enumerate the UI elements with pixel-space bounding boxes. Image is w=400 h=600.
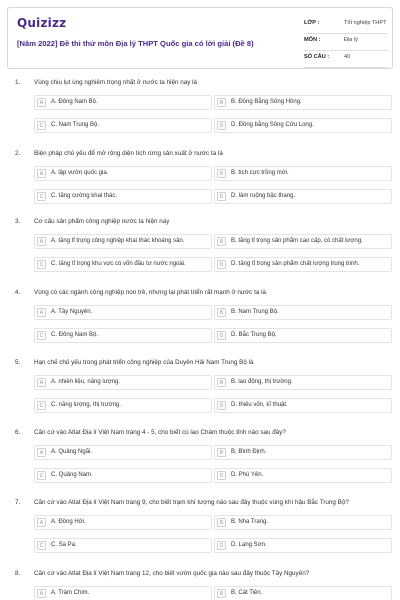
answer-option-a[interactable] xyxy=(34,445,212,460)
answer-option-c[interactable] xyxy=(34,328,212,343)
question-text: Căn cứ vào Atlat Địa lí Việt Nam trang 9, cho biết trạm khí tượng nào sau đây thuộc vùng khí hậu Bắc Trung Bộ? xyxy=(34,499,349,506)
answer-option-b[interactable] xyxy=(214,445,392,460)
option-letter-badge: A xyxy=(37,237,46,246)
option-text: A. Quảng Ngãi. xyxy=(51,449,93,455)
option-letter-badge: D xyxy=(217,471,226,480)
question-text: Vùng có các ngành công nghiệp non trẻ, nhưng lại phát triển rất mạnh ở nước ta là xyxy=(34,289,266,296)
meta-row-grade xyxy=(304,17,388,34)
option-letter-badge: D xyxy=(217,541,226,550)
meta-label: SỐ CÂU : xyxy=(304,54,330,60)
option-text: A. Tây Nguyên. xyxy=(51,309,93,315)
option-text: D. Lạng Sơn. xyxy=(231,542,267,548)
option-text: C. năng lượng, thị trường. xyxy=(51,402,121,408)
option-letter-badge: A xyxy=(37,518,46,527)
answer-option-c[interactable] xyxy=(34,538,212,553)
answer-option-b[interactable] xyxy=(214,234,392,249)
question-text: Hạn chế chủ yếu trong phát triển công nghiệp của Duyên Hải Nam Trung Bộ là xyxy=(34,359,254,366)
option-letter-badge: D xyxy=(217,192,226,201)
answer-option-c[interactable] xyxy=(34,189,212,204)
option-letter-badge: C xyxy=(37,541,46,550)
answer-option-d[interactable] xyxy=(214,257,392,272)
document-header xyxy=(7,7,393,69)
meta-value: 40 xyxy=(344,54,351,60)
meta-divider xyxy=(304,67,388,68)
option-text: B. Bình Định. xyxy=(231,449,267,455)
answer-option-b[interactable] xyxy=(214,586,392,600)
option-text: A. Tràm Chim. xyxy=(51,590,90,596)
option-letter-badge: B xyxy=(217,589,226,598)
option-letter-badge: C xyxy=(37,192,46,201)
option-letter-badge: A xyxy=(37,98,46,107)
answer-option-a[interactable] xyxy=(34,166,212,181)
answer-option-c[interactable] xyxy=(34,118,212,133)
option-letter-badge: C xyxy=(37,471,46,480)
option-letter-badge: C xyxy=(37,401,46,410)
answer-option-d[interactable] xyxy=(214,328,392,343)
answer-option-b[interactable] xyxy=(214,375,392,390)
answer-option-a[interactable] xyxy=(34,305,212,320)
option-letter-badge: C xyxy=(37,331,46,340)
answer-option-d[interactable] xyxy=(214,538,392,553)
option-letter-badge: C xyxy=(37,260,46,269)
question-number: 5. xyxy=(15,359,21,366)
option-letter-badge: A xyxy=(37,589,46,598)
option-text: C. tăng cường khai thác. xyxy=(51,193,117,199)
question-number: 4. xyxy=(15,289,21,296)
option-text: D. Đồng bằng Sông Cửu Long. xyxy=(231,122,314,128)
answer-option-a[interactable] xyxy=(34,515,212,530)
option-text: A. tăng tỉ trọng công nghiệp khai thác khoáng sản. xyxy=(51,238,185,244)
answer-option-c[interactable] xyxy=(34,257,212,272)
option-text: A. nhiên liệu, năng lượng. xyxy=(51,379,120,385)
option-letter-badge: D xyxy=(217,260,226,269)
document-meta xyxy=(304,17,388,68)
meta-row-count xyxy=(304,51,388,68)
option-text: B. Đồng Bằng Sông Hồng. xyxy=(231,99,302,105)
option-letter-badge: D xyxy=(217,121,226,130)
option-text: B. tích cực trồng mới. xyxy=(231,170,289,176)
question-text: Vùng chịu lụt úng nghiêm trọng nhất ở nước ta hiện nay là xyxy=(34,79,198,86)
option-text: B. Cát Tiên. xyxy=(231,590,263,596)
question-number: 6. xyxy=(15,429,21,436)
meta-value: Địa lý xyxy=(344,37,358,43)
option-text: B. tăng tỉ trọng sản phẩm cao cấp, có chất lượng. xyxy=(231,238,363,244)
option-letter-badge: A xyxy=(37,308,46,317)
answer-option-b[interactable] xyxy=(214,515,392,530)
option-letter-badge: B xyxy=(217,169,226,178)
option-text: B. lao động, thị trường. xyxy=(231,379,293,385)
option-text: A. Đông Nam Bộ. xyxy=(51,99,98,105)
answer-option-a[interactable] xyxy=(34,586,212,600)
option-text: C. Quảng Nam. xyxy=(51,472,93,478)
answer-option-d[interactable] xyxy=(214,118,392,133)
answer-option-b[interactable] xyxy=(214,95,392,110)
option-letter-badge: B xyxy=(217,237,226,246)
question-text: Căn cứ vào Atlat Địa lí Việt Nam trang 4 - 5, cho biết cù lao Chàm thuộc tỉnh nào sau đây? xyxy=(34,429,286,436)
answer-option-c[interactable] xyxy=(34,468,212,483)
question-number: 8. xyxy=(15,570,21,577)
meta-row-subject xyxy=(304,34,388,51)
option-text: A. Đồng Hới. xyxy=(51,519,86,525)
answer-option-c[interactable] xyxy=(34,398,212,413)
option-text: B. Nam Trung Bộ. xyxy=(231,309,279,315)
question-number: 7. xyxy=(15,499,21,506)
question-number: 1. xyxy=(15,79,21,86)
quizizz-logo: Quizizz xyxy=(17,16,67,30)
answer-option-d[interactable] xyxy=(214,468,392,483)
answer-option-d[interactable] xyxy=(214,398,392,413)
option-text: C. Sa Pa. xyxy=(51,542,77,548)
option-letter-badge: B xyxy=(217,98,226,107)
answer-option-a[interactable] xyxy=(34,375,212,390)
option-text: D. tăng tỉ trọng sản phẩm chất lượng trung bình. xyxy=(231,261,360,267)
question-number: 2. xyxy=(15,150,21,157)
question-text: Cơ cấu sản phẩm công nghiệp nước ta hiện nay xyxy=(34,218,170,225)
option-letter-badge: A xyxy=(37,169,46,178)
option-text: C. Nam Trung Bộ. xyxy=(51,122,100,128)
option-letter-badge: A xyxy=(37,378,46,387)
answer-option-b[interactable] xyxy=(214,305,392,320)
meta-value: Tốt nghiệp THPT xyxy=(344,20,387,26)
answer-option-a[interactable] xyxy=(34,234,212,249)
option-letter-badge: B xyxy=(217,308,226,317)
question-text: Biện pháp chủ yếu để mở rộng diện tích rừng sản xuất ở nước ta là xyxy=(34,150,223,157)
option-letter-badge: A xyxy=(37,448,46,457)
answer-option-b[interactable] xyxy=(214,166,392,181)
option-letter-badge: B xyxy=(217,518,226,527)
question-number: 3. xyxy=(15,218,21,225)
option-letter-badge: B xyxy=(217,378,226,387)
option-text: A. lập vườn quốc gia. xyxy=(51,170,109,176)
option-letter-badge: C xyxy=(37,121,46,130)
option-text: D. thiếu vốn, kĩ thuật. xyxy=(231,402,288,408)
meta-label: MÔN : xyxy=(304,37,321,43)
option-text: B. Nha Trang. xyxy=(231,519,269,525)
option-letter-badge: D xyxy=(217,401,226,410)
answer-option-a[interactable] xyxy=(34,95,212,110)
question-text: Căn cứ vào Atlat Địa lí Việt Nam trang 12, cho biết vườn quốc gia nào sau đây thuộc Tây Nguyên? xyxy=(34,570,310,577)
option-letter-badge: D xyxy=(217,331,226,340)
option-text: D. Phú Yên. xyxy=(231,472,264,478)
document-title: [Năm 2022] Đề thi thử môn Địa lý THPT Quốc gia có lời giải (Đề 8) xyxy=(17,39,254,48)
answer-option-d[interactable] xyxy=(214,189,392,204)
option-text: D. làm ruộng bậc thang. xyxy=(231,193,296,199)
option-text: C. tăng tỉ trọng khu vực có vốn đầu tư nước ngoài. xyxy=(51,261,186,267)
meta-label: LỚP : xyxy=(304,20,320,26)
option-text: C. Đông Nam Bộ. xyxy=(51,332,99,338)
option-text: D. Bắc Trung Bộ. xyxy=(231,332,277,338)
option-letter-badge: B xyxy=(217,448,226,457)
